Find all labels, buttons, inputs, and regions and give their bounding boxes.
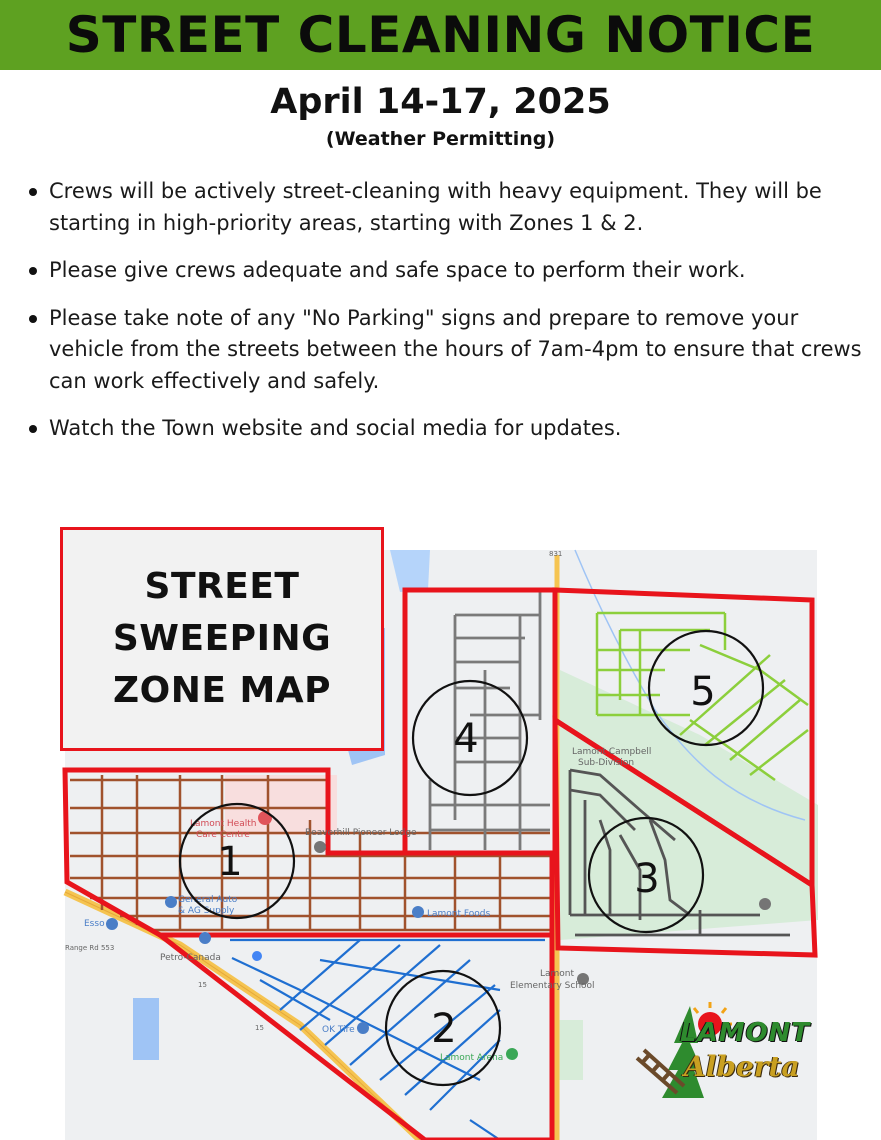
bullet-item: Crews will be actively street-cleaning with heavy equipment. They will be starting in high-priority areas, starting with Zones 1 & 2. [27, 176, 872, 239]
label-foods: Lamont Foods [427, 909, 491, 919]
zone3-number: 3 [634, 856, 660, 902]
label-school-2: Elementary School [510, 981, 595, 991]
label-hwy-15a: 15 [198, 981, 207, 989]
label-health-centre-1: Lamont Health [190, 819, 257, 829]
zone2-number: 2 [431, 1006, 457, 1052]
logo-text-lamont: LAMONT [680, 1018, 811, 1048]
label-range-road: Range Rd 553 [65, 944, 115, 952]
label-campbell-2: Sub-Division [578, 758, 635, 768]
label-hwy-15b: 15 [255, 1024, 264, 1032]
map-title-line-2: SWEEPING [112, 618, 332, 659]
lamont-alberta-logo [632, 998, 847, 1110]
label-esso: Esso [84, 919, 105, 929]
zone4-number: 4 [453, 716, 479, 762]
park-marker-icon [759, 898, 771, 910]
zone1-number: 1 [217, 839, 243, 885]
lodge-marker-icon [314, 841, 326, 853]
arena-marker-icon [506, 1048, 518, 1060]
bullet-dot-icon [29, 425, 37, 433]
label-auto-1: General Auto [178, 895, 238, 905]
label-ok-tire: OK Tire [322, 1025, 355, 1035]
header-banner [0, 0, 881, 70]
label-campbell-1: Lamont Campbell [572, 747, 652, 757]
hospital-marker-icon [258, 811, 272, 825]
bullet-item: Please give crews adequate and safe space to perform their work. [27, 255, 872, 287]
tire-marker-icon [357, 1022, 369, 1034]
bullet-item: Watch the Town website and social media for updates. [27, 413, 872, 445]
zone5-number: 5 [690, 669, 716, 715]
label-hwy-831: 831 [549, 550, 563, 558]
bullet-item: Please take note of any "No Parking" signs and prepare to remove your vehicle from the streets between the hours of 7am-4pm to ensure that crews can work effectively and safely. [27, 303, 872, 398]
zone-map [0, 520, 881, 1140]
weather-note: (Weather Permitting) [325, 128, 556, 150]
location-dot-icon [252, 951, 262, 961]
map-title-line-1: STREET [144, 566, 300, 607]
map-title-line-3: ZONE MAP [112, 670, 332, 711]
esso-marker-icon [106, 918, 118, 930]
label-arena: Lamont Arena [440, 1053, 504, 1063]
notice-title: STREET CLEANING NOTICE [65, 6, 816, 64]
petro-marker-icon [199, 932, 211, 944]
label-health-centre-2: Care Centre [196, 830, 250, 840]
water-body-south [133, 998, 159, 1060]
notice-date: April 14-17, 2025 [270, 82, 611, 122]
label-school-1: Lamont [540, 969, 575, 979]
auto-marker-icon [165, 896, 177, 908]
notice-bullet-list [27, 176, 872, 445]
label-auto-2: & AG Supply [178, 906, 235, 916]
label-lodge: Beaverhill Pioneer Lodge [305, 828, 417, 838]
foods-marker-icon [412, 906, 424, 918]
logo-text-alberta: Alberta [684, 1050, 800, 1083]
bullet-dot-icon [29, 315, 37, 323]
bullet-dot-icon [29, 188, 37, 196]
zone-map-title-box [60, 527, 384, 751]
label-petro: Petro-Canada [160, 953, 221, 963]
bullet-dot-icon [29, 267, 37, 275]
